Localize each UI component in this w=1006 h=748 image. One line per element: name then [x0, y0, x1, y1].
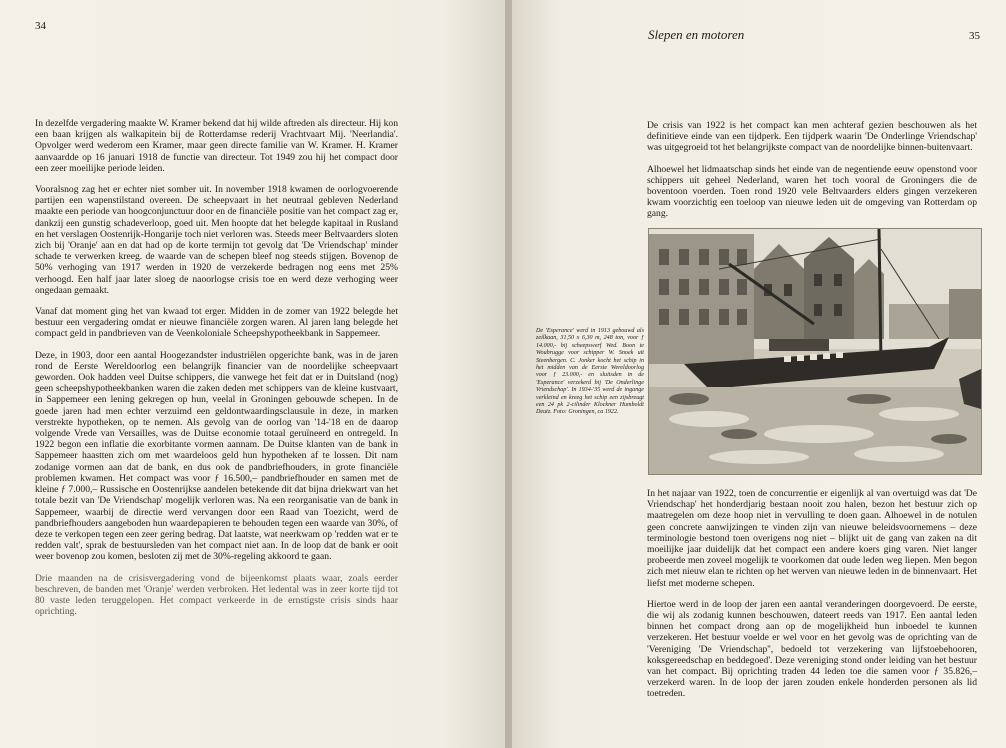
right-text-column-bottom: [647, 488, 977, 710]
paragraph: Vanaf dat moment ging het van kwaad tot erger. Midden in de zomer van 1922 belegde het bestuur een vergadering omdat er nieuwe financiële zorgen waren. Al jaren lang belegde het compact geld in pandbrieven van de Veenkoloniale Scheepshypotheekbank in Sappemeer.: [35, 306, 398, 340]
page-number-left: 34: [35, 20, 46, 32]
running-head: Slepen en motoren: [648, 27, 745, 42]
paragraph: In dezelfde vergadering maakte W. Kramer bekend dat hij wilde aftreden als directeur. Hij kon een baan krijgen als walkapitein bij de Rotterdamse rederij Vrachtvaart Mij. 'Neerlandia'. Opvolger werd wederom een Kramer, maar geen directe familie van W. Kramer. H. Kramer aanvaardde op 16 januari 1918 de functie van directeur. Tot 1949 zou hij het compact door een zeer moeilijke periode leiden.: [35, 118, 398, 174]
photo-caption: De 'Esperance' werd in 1913 gebouwd als zeilkaan, 31,50 x 6,30 m, 248 ton, voor ƒ 14.000,- bij scheepswerf Wed. Boon te Woubrugge voor schipper W. Snoek uit Steenbergen. C. Jonker kocht het schip in het midden van de Eerste Wereldoorlog voor ƒ 23.000,- en sluitsden in de 'Esperance' verzekerd bij 'De Onderlinge Vriendschap'. In 1934-'35 werd de ingange verkleind en kreeg het schip een zijsbreugt een 24 pk 2-cilinder Klockner Humboldt Deutz. Foto: Groningen, ca 1922.: [536, 328, 644, 416]
harbour-photo: [648, 228, 982, 475]
page-number-right: 35: [969, 30, 980, 42]
paragraph: Drie maanden na de crisisvergadering vond de bijeenkomst plaats waar, zoals eerder beschreven, de banden met 'Oranje' werden verbroken. Het ledental was in zeer korte tijd tot 80 vaste leden teruggelopen. Het compact verkeerde in de ernstigste crisis sinds haar oprichting.: [35, 572, 398, 618]
paragraph: In het najaar van 1922, toen de concurrentie er eigenlijk al van overtuigd was dat 'De Vriendschap' het honderdjarig bestaan nooit zou halen, bezon het bestuur zich op maatregelen om deze hoop niet in vervulling te doen gaan. Alhoewel in de notulen geen concrete aanwijzingen te vinden zijn van nieuwe beleidsvoornemens – deze terminologie bestond toen overigens nog niet – blijkt uit de gang van zaken na dit moeilijke jaar duidelijk dat het compact een andere koers ging varen. Niet langer probeerde men zoveel mogelijk te voorkomen dat oude leden weg liepen. Men begon zich met nieuw elan te richten op het werven van nieuwe leden in de binnenvaart. Het liefst met moderne schepen.: [647, 488, 977, 589]
right-text-column-top: [647, 120, 977, 230]
paragraph: Deze, in 1903, door een aantal Hoogezandster industriëlen opgerichte bank, was in de jaren rond de Eerste Wereldoorlog een belangrijk financier van de noordelijke scheepvaart geworden. Ook hadden veel Duitse schippers, die vanwege het feit dat er in Duitsland (nog) geen scheepshypotheekbanken waren die zaken deden met schippers van de kleine kustvaart, in Sappemeer een lening gekregen op hun, veelal in Groningen gebouwde schepen. In de goede jaren had men echter verzuimd een geldontwaardingsclausule in deze, in marken verstrekte hypotheken, op te nemen. Als gevolg van de oorlog van '14-'18 en de daarop volgende Vrede van Versailles, was de Duitse economie totaal geruïneerd en ontregeld. In 1922 begon een inflatie die exorbitante vormen aannam. De Duitse klanten van de bank in Sappemeer haastten zich om met waardeloos geld hun hypotheken af te lossen. Dit nam zodanige vormen aan dat de bank, en dus ook de pandbriefhouders, in grote financiële problemen kwamen. Het compact was voor ƒ 16.500,– pandbriefhouder en samen met de kleine ƒ 7.000,– Russische en Oostenrijkse aandelen betekende dit dat bijna driekwart van het totale bezit van 'De Vriendschap' mogelijk verloren was. Na een reorganisatie van de bank in Sappemeer, waarbij de directie werd vervangen door een Raad van Toezicht, werd de pandbriefhouders aangeboden hun waardepapieren te behouden tegen een waarde van 30%, of deze te verkopen tegen een zeer gering bedrag. Dat laatste, wat neerkwam op 'redden wat er te redden valt', sprak de bestuursleden van het compact niet aan. In de loop dat de bank er ooit weer bovenop zou komen, besloten zij met de 30%-regeling akkoord te gaan.: [35, 349, 398, 563]
ship-photo-illustration: [649, 229, 981, 474]
book-gutter: [505, 0, 512, 748]
left-text-column: [35, 118, 398, 627]
paragraph: De crisis van 1922 is het compact kan men achteraf gezien beschouwen als het definitieve einde van een tijdperk. Een tijdperk waarin 'De Onderlinge Vriendschap' was uitgegroeid tot het belangrijkste compact van de noordelijke binnen-buitenvaart.: [647, 120, 977, 154]
paragraph: Alhoewel het lidmaatschap sinds het einde van de negentiende eeuw openstond voor schippers uit geheel Nederland, waren het toch vooral de Groningers die de boventoon voerden. Toen rond 1920 vele Beltvaarders elders gingen verzekeren kwam voorzichtig een toeloop van nieuwe leden uit de omgeving van Rotterdam op gang.: [647, 163, 977, 220]
paragraph: Vooralsnog zag het er echter niet somber uit. In november 1918 kwamen de oorlogvoerende partijen een wapenstilstand overeen. De scheepvaart in het neutraal gebleven Nederland maakte een periode van hoogconjunctuur door en de financiële positie van het compact zag er, dankzij een gunstig schadeverloop, goed uit. Men hoopte dat het belegde kapitaal in Rusland en het verslagen Oostenrijk-Hongarije toch niet verloren was. Steeds meer Beltvaarders sloten zich bij 'Oranje' aan en dat had op de korte termijn tot gevolg dat 'De Vriendschap' minder schade te verwerken kreeg. de waarde van de schepen bleef nog steeds stijgen. Bovenop de 50% verhoging van 1917 werden in 1920 de verzekerde bedragen nog eens met 25% verhoogd. Een half jaar later sloeg de naoorlogse crisis toe en werd deze verhoging weer ongedaan gemaakt.: [35, 184, 398, 296]
paragraph: Hiertoe werd in de loop der jaren een aantal veranderingen doorgevoerd. De eerste, die wij als zodanig kunnen beschouwen, dateert reeds van 1917. Een aantal leden binnen het compact drong aan op de mogelijkheid hun inboedel te kunnen verzekeren. Het bestuur voelde er wel voor en het gevolg was de oprichting van de 'Vereniging 'De Vriendschap'', bedoeld tot verzekering van lijfstoebehooren, koksgereedschap en beddegoed'. Deze vereniging stond onder leiding van het bestuur van het compact. Bij oprichting traden 44 leden toe die samen voor ƒ 35.826,– verzekerd waren. In de loop der jaren zouden enkele honderden personen als lid toetreden.: [647, 598, 977, 700]
